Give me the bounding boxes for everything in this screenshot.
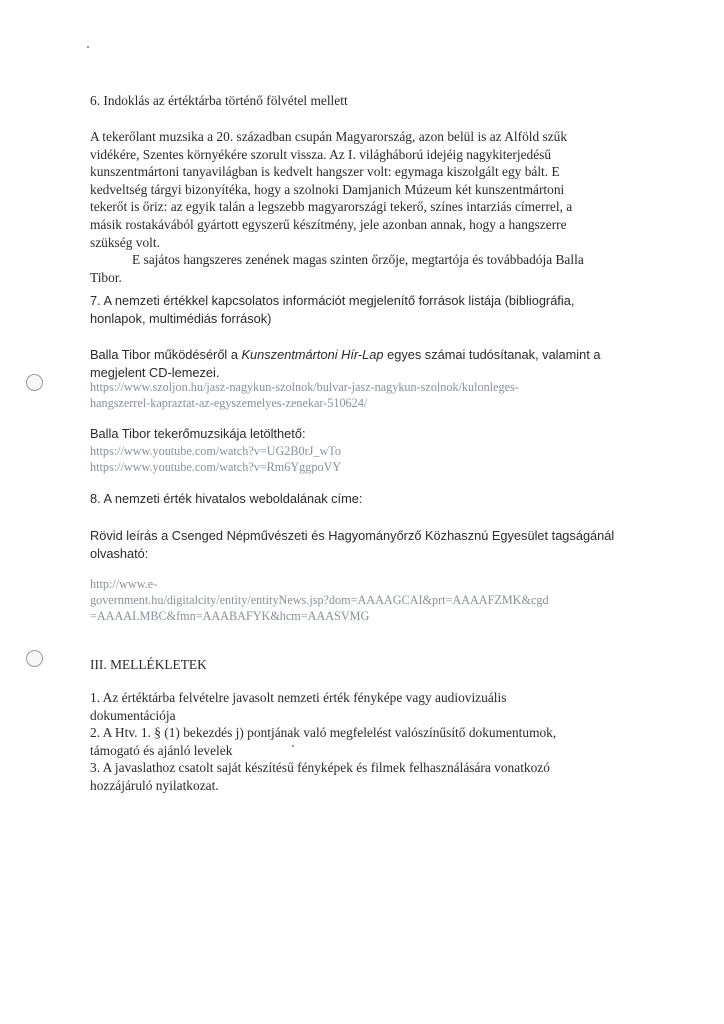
text-line: Rövid leírás a Csenged Népművészeti és Hagyományőrző Közhasznú Egyesület tagságánál <box>90 528 615 543</box>
scan-speck <box>87 46 89 48</box>
paragraph-line: másik rostakávából gyártott egyszerű készítmény, jele azonban annak, hogy a hangszerre <box>90 216 567 232</box>
link-line[interactable]: https://www.szoljon.hu/jasz-nagykun-szolnok/bulvar-jasz-nagykun-szolnok/kulonleges- <box>90 380 519 394</box>
egovernment-link[interactable] <box>90 576 650 624</box>
sources-line: megjelent CD-lemezei. <box>90 364 220 380</box>
text-line: olvasható: <box>90 545 149 561</box>
youtube-link[interactable]: https://www.youtube.com/watch?v=UG2B0rJ_wTo <box>90 444 341 458</box>
download-label: Balla Tibor tekerőmuzsikája letölthető: <box>90 426 306 441</box>
attachments-heading: III. MELLÉKLETEK <box>90 657 207 672</box>
section-8-text <box>90 527 650 562</box>
paragraph-line: vidékére, Szentes környékére szorult vissza. Az I. világháború idejéig nagykiterjedésű <box>90 146 552 162</box>
list-item: 3. A javaslathoz csatolt saját készítésű fényképek és filmek felhasználására vonatkozó <box>90 760 550 776</box>
sources-line <box>90 346 650 364</box>
link-line[interactable]: =AAAALMBC&fmn=AAABAFYK&hcm=AAASVMG <box>90 609 370 623</box>
paragraph-line: szükség volt. <box>90 234 160 250</box>
paragraph-line: tekerőt is őriz: az egyik talán a legszebb magyarországi tekerő, színes intarziás címerrel, a <box>90 199 573 215</box>
list-item: 1. Az értéktárba felvételre javasolt nemzeti érték fényképe vagy audiovizuális <box>90 690 507 705</box>
sources-text: Balla Tibor működéséről a <box>90 347 242 362</box>
list-item: támogató és ajánló levelek <box>90 742 233 758</box>
paragraph-line: kunszentmártoni tanyavilágban is kedvelt hangszer volt: egymaga kiszolgált egy bált. E <box>90 164 560 180</box>
sources-text: egyes számai tudósítanak, valamint a <box>383 347 601 362</box>
section-7-heading <box>90 292 650 327</box>
heading-line: 7. A nemzeti értékkel kapcsolatos információt megjelenítő források listája (bibliográfia, <box>90 293 575 308</box>
paragraph-line: Tibor. <box>90 269 122 285</box>
link-line[interactable]: government.hu/digitalcity/entity/entityNews.jsp?dom=AAAAGCAI&prt=AAAAFZMK&cgd <box>90 593 549 607</box>
paragraph-line: A tekerőlant muzsika a 20. században csupán Magyarország, azon belül is az Alföld szűk <box>90 129 568 144</box>
youtube-links <box>90 443 650 475</box>
list-item: dokumentációja <box>90 707 176 723</box>
list-item: 2. A Htv. 1. § (1) bekezdés j) pontjának való megfelelést valószínűsítő dokumentumok, <box>90 725 557 741</box>
link-line[interactable]: http://www.e- <box>90 577 158 591</box>
punch-hole-icon <box>26 650 43 667</box>
paragraph-line-indented <box>90 251 650 269</box>
section-6-heading: 6. Indoklás az értéktárba történő fölvétel mellett <box>90 93 348 108</box>
szoljon-link[interactable] <box>90 379 650 411</box>
attachments-list <box>90 689 650 795</box>
publication-title: Kunszentmártoni Hír-Lap <box>241 347 384 362</box>
list-item: hozzájáruló nyilatkozat. <box>90 777 219 793</box>
heading-line: honlapok, multimédiás források) <box>90 310 272 326</box>
link-line[interactable]: hangszerrel-kapraztat-az-egyszemelyes-zenekar-510624/ <box>90 396 368 410</box>
section-8-heading: 8. A nemzeti érték hivatalos weboldalának címe: <box>90 491 363 506</box>
youtube-link[interactable]: https://www.youtube.com/watch?v=Rm6YggpoVY <box>90 460 342 474</box>
paragraph-line: kedveltség tárgyi bizonyítéka, hogy a szolnoki Damjanich Múzeum két kunszentmártoni <box>90 181 565 197</box>
section-6-paragraph <box>90 128 650 286</box>
punch-hole-icon <box>26 374 43 391</box>
paragraph-text: E sajátos hangszeres zenének magas szinten őrzője, megtartója és továbbadója Balla <box>132 252 584 268</box>
section-7-sources <box>90 346 650 381</box>
